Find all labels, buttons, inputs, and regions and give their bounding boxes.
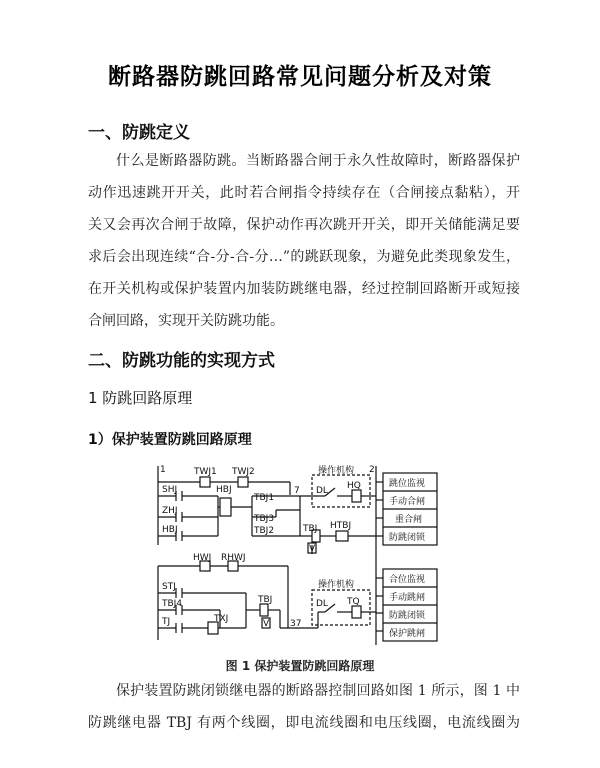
component-label: V — [309, 544, 316, 554]
component-label: TBJ — [303, 524, 318, 534]
paragraph-line: 保护装置防跳闭锁继电器的断路器控制回路如图 1 所示，图 1 中 — [116, 683, 520, 699]
paragraph-line: 防跳继电器 TBJ 有两个线圈，即电流线圈和电压线圈，电流线圈为 — [88, 715, 520, 731]
component-label: TBJ2 — [254, 526, 275, 536]
paragraph-line: 合闸回路，实现开关防跳功能。 — [88, 313, 284, 329]
component-label: HWJ — [193, 553, 212, 563]
node-label: 2 — [369, 465, 375, 475]
paragraph-line: 动作迅速跳开开关，此时若合闸指令持续存在（合闸接点黏粘），开 — [88, 185, 520, 201]
component-label: TWJ1 — [194, 467, 217, 477]
paragraph-line: 在开关机构或保护装置内加装防跳继电器，经过控制回路断开或短接 — [88, 281, 520, 297]
component-label: SHJ — [162, 485, 178, 495]
mechanism-label: 操作机构 — [318, 580, 355, 590]
subsection-heading: 1 防跳回路原理 — [88, 389, 193, 407]
component-label: STJ — [162, 582, 176, 592]
component-label: TBJ4 — [162, 599, 183, 609]
component-label: DL — [316, 599, 328, 609]
component-label: TBJ3 — [254, 514, 275, 524]
figure-caption: 图 1 保护装置防跳回路原理 — [225, 659, 375, 673]
component-label: HQ — [347, 481, 361, 491]
component-label: TQ — [347, 597, 360, 607]
subsubsection-heading: 1）保护装置防跳回路原理 — [88, 432, 252, 448]
component-label: TJ — [162, 617, 171, 627]
paragraph-line: 求后会出现连续“合-分-合-分…”的跳跃现象，为避免此类现象发生， — [88, 249, 520, 265]
component-label: TWJ2 — [232, 467, 255, 477]
function-box-label: 手动跳闸 — [389, 593, 426, 603]
component-label: RHWJ — [221, 553, 246, 563]
section-heading-2: 二、防跳功能的实现方式 — [88, 351, 275, 371]
function-box-label: 重合闸 — [395, 515, 423, 525]
component-label: TBJ — [258, 595, 273, 605]
component-label: ZHJ — [162, 506, 178, 516]
mechanism-label: 操作机构 — [318, 466, 355, 476]
function-box-label: 合位监视 — [389, 575, 426, 585]
function-box-label: 跳位监视 — [389, 479, 426, 489]
component-label: TXJ — [214, 614, 229, 624]
node-label: 7 — [294, 486, 300, 496]
node-label: 37 — [290, 619, 302, 629]
component-label: DL — [316, 486, 328, 496]
component-label: HBJ — [216, 485, 232, 495]
component-label: HBJ — [162, 525, 178, 535]
function-box-label: 防跳闭锁 — [389, 611, 426, 621]
component-label: TBJ1 — [254, 493, 275, 503]
paragraph-line: 关又会再次合闸于故障，保护动作再次跳开开关，即开关储能满足要 — [88, 217, 520, 233]
node-label: 1 — [160, 465, 166, 475]
function-box-label: 防跳闭锁 — [389, 533, 426, 543]
function-box-label: 手动合闸 — [389, 497, 426, 507]
component-label: V — [263, 619, 270, 629]
page-title: 断路器防跳回路常见问题分析及对策 — [108, 64, 492, 90]
function-box-label: 保护跳闸 — [389, 629, 426, 639]
component-label: HTBJ — [330, 521, 352, 531]
paragraph-line: 什么是断路器防跳。当断路器合闸于永久性故障时，断路器保护 — [116, 153, 520, 169]
section-heading-1: 一、防跳定义 — [88, 123, 190, 143]
